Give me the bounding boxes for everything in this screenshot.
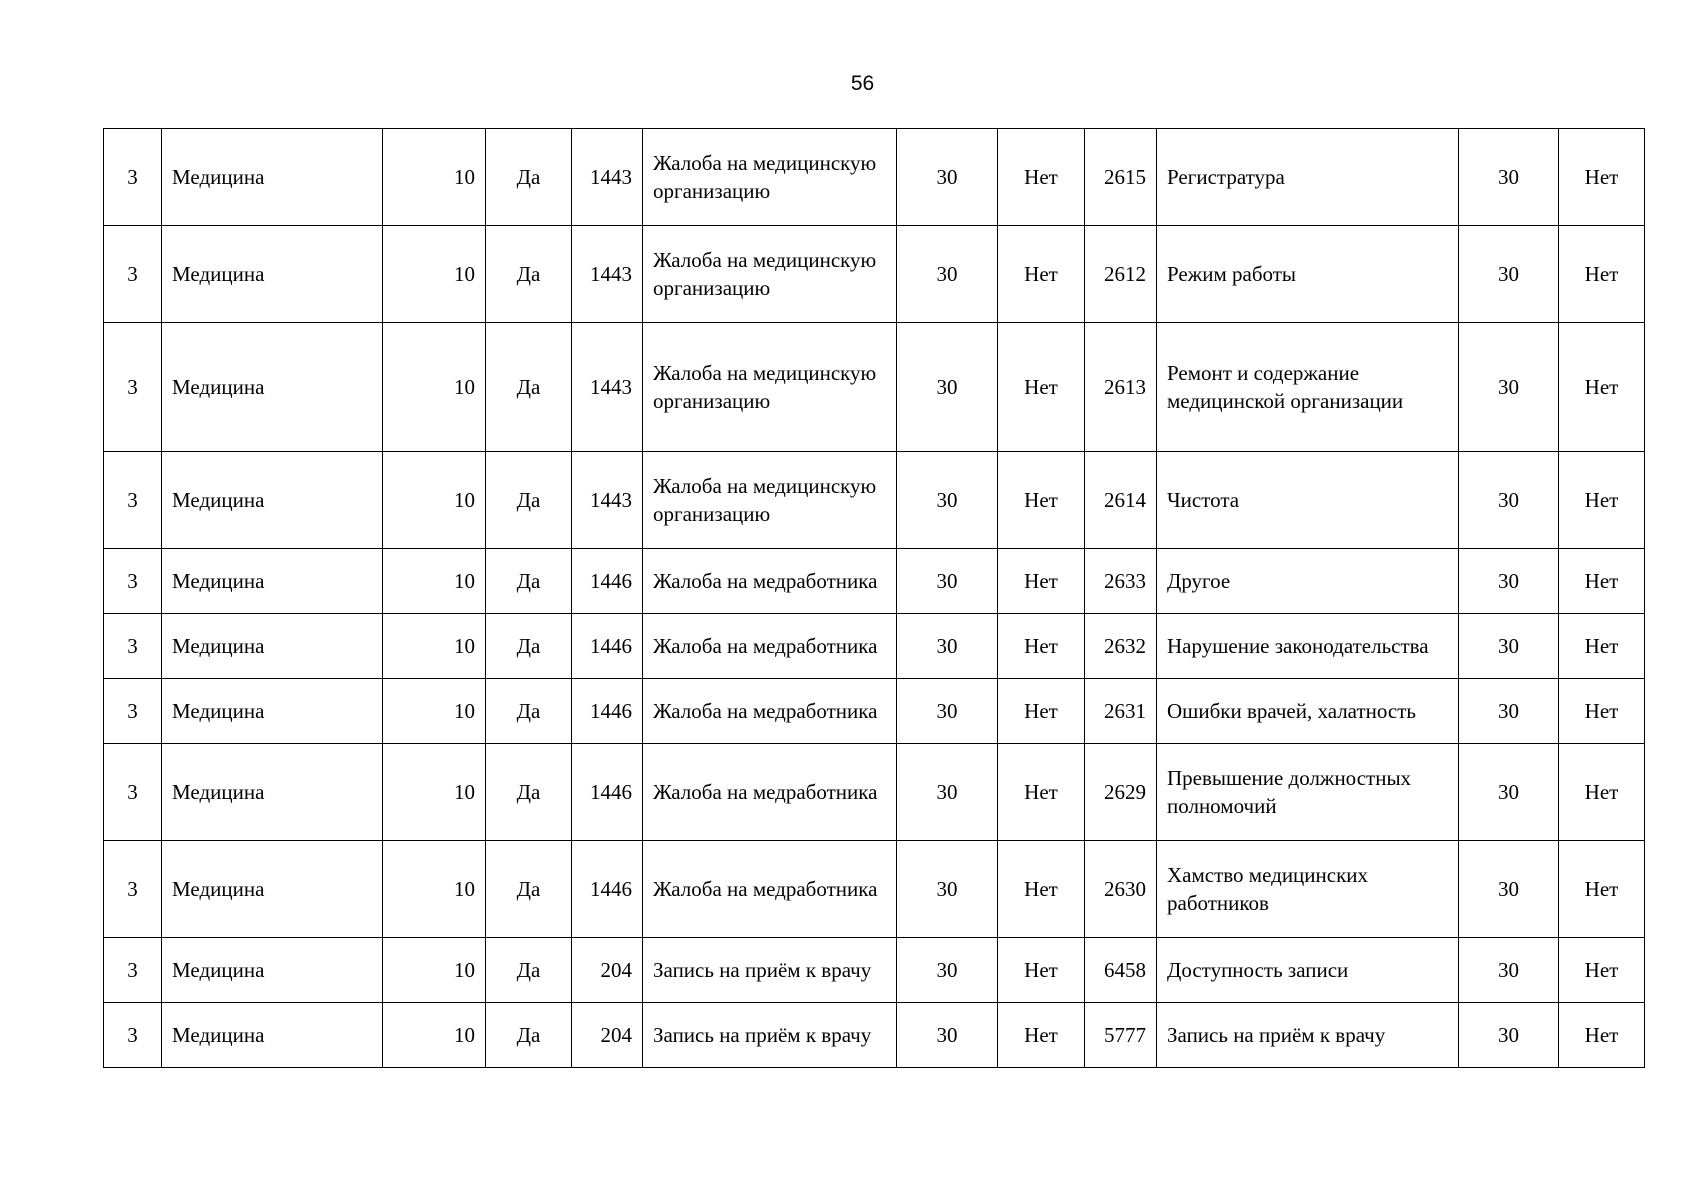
subtopic-cell: Ремонт и содержание медицинской организации xyxy=(1157,323,1459,452)
subcode-cell: 2614 xyxy=(1085,452,1157,549)
category-cell: Медицина xyxy=(162,226,383,323)
subcode-cell: 2631 xyxy=(1085,679,1157,744)
topic-flag-cell: Нет xyxy=(998,549,1085,614)
num-cell: 3 xyxy=(104,1003,162,1068)
flag-cell: Да xyxy=(486,679,572,744)
num-cell: 3 xyxy=(104,129,162,226)
num-cell: 3 xyxy=(104,744,162,841)
subdays-cell: 30 xyxy=(1459,841,1559,938)
period-cell: 10 xyxy=(383,841,486,938)
table-row xyxy=(104,452,1645,549)
days-cell: 30 xyxy=(897,841,998,938)
subflag-cell: Нет xyxy=(1559,841,1645,938)
subdays-cell: 30 xyxy=(1459,549,1559,614)
num-cell: 3 xyxy=(104,614,162,679)
code-cell: 1446 xyxy=(572,679,643,744)
topic-flag-cell: Нет xyxy=(998,841,1085,938)
category-cell: Медицина xyxy=(162,452,383,549)
table-row xyxy=(104,129,1645,226)
flag-cell: Да xyxy=(486,452,572,549)
topic-cell: Жалоба на медработника xyxy=(643,679,897,744)
flag-cell: Да xyxy=(486,938,572,1003)
code-cell: 1446 xyxy=(572,841,643,938)
subflag-cell: Нет xyxy=(1559,614,1645,679)
table-row xyxy=(104,226,1645,323)
topic-cell: Жалоба на медицинскую организацию xyxy=(643,226,897,323)
topic-flag-cell: Нет xyxy=(998,938,1085,1003)
topic-flag-cell: Нет xyxy=(998,129,1085,226)
period-cell: 10 xyxy=(383,679,486,744)
code-cell: 1443 xyxy=(572,323,643,452)
subflag-cell: Нет xyxy=(1559,1003,1645,1068)
table-row xyxy=(104,938,1645,1003)
subcode-cell: 6458 xyxy=(1085,938,1157,1003)
topic-flag-cell: Нет xyxy=(998,323,1085,452)
table-row xyxy=(104,323,1645,452)
period-cell: 10 xyxy=(383,452,486,549)
subcode-cell: 2629 xyxy=(1085,744,1157,841)
subcode-cell: 2633 xyxy=(1085,549,1157,614)
subdays-cell: 30 xyxy=(1459,679,1559,744)
subcode-cell: 2632 xyxy=(1085,614,1157,679)
topic-cell: Жалоба на медработника xyxy=(643,549,897,614)
code-cell: 1446 xyxy=(572,549,643,614)
subflag-cell: Нет xyxy=(1559,226,1645,323)
flag-cell: Да xyxy=(486,226,572,323)
code-cell: 1446 xyxy=(572,614,643,679)
subtopic-cell: Другое xyxy=(1157,549,1459,614)
table-row xyxy=(104,679,1645,744)
subdays-cell: 30 xyxy=(1459,452,1559,549)
topic-cell: Жалоба на медработника xyxy=(643,744,897,841)
category-cell: Медицина xyxy=(162,323,383,452)
num-cell: 3 xyxy=(104,938,162,1003)
subtopic-cell: Доступность записи xyxy=(1157,938,1459,1003)
subflag-cell: Нет xyxy=(1559,129,1645,226)
code-cell: 204 xyxy=(572,1003,643,1068)
subtopic-cell: Хамство медицинских работников xyxy=(1157,841,1459,938)
subdays-cell: 30 xyxy=(1459,323,1559,452)
period-cell: 10 xyxy=(383,938,486,1003)
subtopic-cell: Запись на приём к врачу xyxy=(1157,1003,1459,1068)
flag-cell: Да xyxy=(486,1003,572,1068)
period-cell: 10 xyxy=(383,1003,486,1068)
period-cell: 10 xyxy=(383,549,486,614)
subtopic-cell: Ошибки врачей, халатность xyxy=(1157,679,1459,744)
topic-cell: Жалоба на медицинскую организацию xyxy=(643,323,897,452)
topic-cell: Жалоба на медработника xyxy=(643,841,897,938)
category-cell: Медицина xyxy=(162,549,383,614)
subcode-cell: 2613 xyxy=(1085,323,1157,452)
subdays-cell: 30 xyxy=(1459,1003,1559,1068)
category-cell: Медицина xyxy=(162,744,383,841)
subdays-cell: 30 xyxy=(1459,744,1559,841)
subdays-cell: 30 xyxy=(1459,938,1559,1003)
topic-cell: Жалоба на медицинскую организацию xyxy=(643,129,897,226)
days-cell: 30 xyxy=(897,323,998,452)
subdays-cell: 30 xyxy=(1459,129,1559,226)
flag-cell: Да xyxy=(486,614,572,679)
flag-cell: Да xyxy=(486,129,572,226)
subtopic-cell: Регистратура xyxy=(1157,129,1459,226)
subcode-cell: 2630 xyxy=(1085,841,1157,938)
subdays-cell: 30 xyxy=(1459,226,1559,323)
topic-cell: Запись на приём к врачу xyxy=(643,938,897,1003)
days-cell: 30 xyxy=(897,679,998,744)
num-cell: 3 xyxy=(104,549,162,614)
topic-flag-cell: Нет xyxy=(998,1003,1085,1068)
num-cell: 3 xyxy=(104,323,162,452)
table-body xyxy=(104,129,1645,1068)
subflag-cell: Нет xyxy=(1559,744,1645,841)
table-row xyxy=(104,744,1645,841)
subflag-cell: Нет xyxy=(1559,323,1645,452)
category-cell: Медицина xyxy=(162,129,383,226)
topic-cell: Жалоба на медицинскую организацию xyxy=(643,452,897,549)
table-row xyxy=(104,841,1645,938)
days-cell: 30 xyxy=(897,452,998,549)
num-cell: 3 xyxy=(104,841,162,938)
category-cell: Медицина xyxy=(162,1003,383,1068)
subflag-cell: Нет xyxy=(1559,679,1645,744)
subflag-cell: Нет xyxy=(1559,549,1645,614)
subtopic-cell: Превышение должностных полномочий xyxy=(1157,744,1459,841)
period-cell: 10 xyxy=(383,744,486,841)
subtopic-cell: Чистота xyxy=(1157,452,1459,549)
subcode-cell: 2612 xyxy=(1085,226,1157,323)
code-cell: 1443 xyxy=(572,226,643,323)
num-cell: 3 xyxy=(104,679,162,744)
flag-cell: Да xyxy=(486,841,572,938)
subcode-cell: 2615 xyxy=(1085,129,1157,226)
period-cell: 10 xyxy=(383,129,486,226)
table-row xyxy=(104,614,1645,679)
topic-flag-cell: Нет xyxy=(998,679,1085,744)
days-cell: 30 xyxy=(897,549,998,614)
days-cell: 30 xyxy=(897,614,998,679)
code-cell: 1446 xyxy=(572,744,643,841)
page-number: 56 xyxy=(850,72,875,95)
period-cell: 10 xyxy=(383,226,486,323)
period-cell: 10 xyxy=(383,323,486,452)
category-cell: Медицина xyxy=(162,938,383,1003)
topic-flag-cell: Нет xyxy=(998,226,1085,323)
category-cell: Медицина xyxy=(162,679,383,744)
table-row xyxy=(104,1003,1645,1068)
category-cell: Медицина xyxy=(162,614,383,679)
period-cell: 10 xyxy=(383,614,486,679)
table-row xyxy=(104,549,1645,614)
subcode-cell: 5777 xyxy=(1085,1003,1157,1068)
num-cell: 3 xyxy=(104,226,162,323)
topic-cell: Жалоба на медработника xyxy=(643,614,897,679)
days-cell: 30 xyxy=(897,938,998,1003)
flag-cell: Да xyxy=(486,549,572,614)
data-table xyxy=(103,128,1645,1068)
category-cell: Медицина xyxy=(162,841,383,938)
num-cell: 3 xyxy=(104,452,162,549)
days-cell: 30 xyxy=(897,129,998,226)
code-cell: 1443 xyxy=(572,129,643,226)
subflag-cell: Нет xyxy=(1559,938,1645,1003)
days-cell: 30 xyxy=(897,1003,998,1068)
code-cell: 204 xyxy=(572,938,643,1003)
subtopic-cell: Режим работы xyxy=(1157,226,1459,323)
topic-cell: Запись на приём к врачу xyxy=(643,1003,897,1068)
subtopic-cell: Нарушение законодательства xyxy=(1157,614,1459,679)
code-cell: 1443 xyxy=(572,452,643,549)
topic-flag-cell: Нет xyxy=(998,452,1085,549)
topic-flag-cell: Нет xyxy=(998,614,1085,679)
flag-cell: Да xyxy=(486,744,572,841)
subflag-cell: Нет xyxy=(1559,452,1645,549)
subdays-cell: 30 xyxy=(1459,614,1559,679)
topic-flag-cell: Нет xyxy=(998,744,1085,841)
days-cell: 30 xyxy=(897,744,998,841)
days-cell: 30 xyxy=(897,226,998,323)
flag-cell: Да xyxy=(486,323,572,452)
